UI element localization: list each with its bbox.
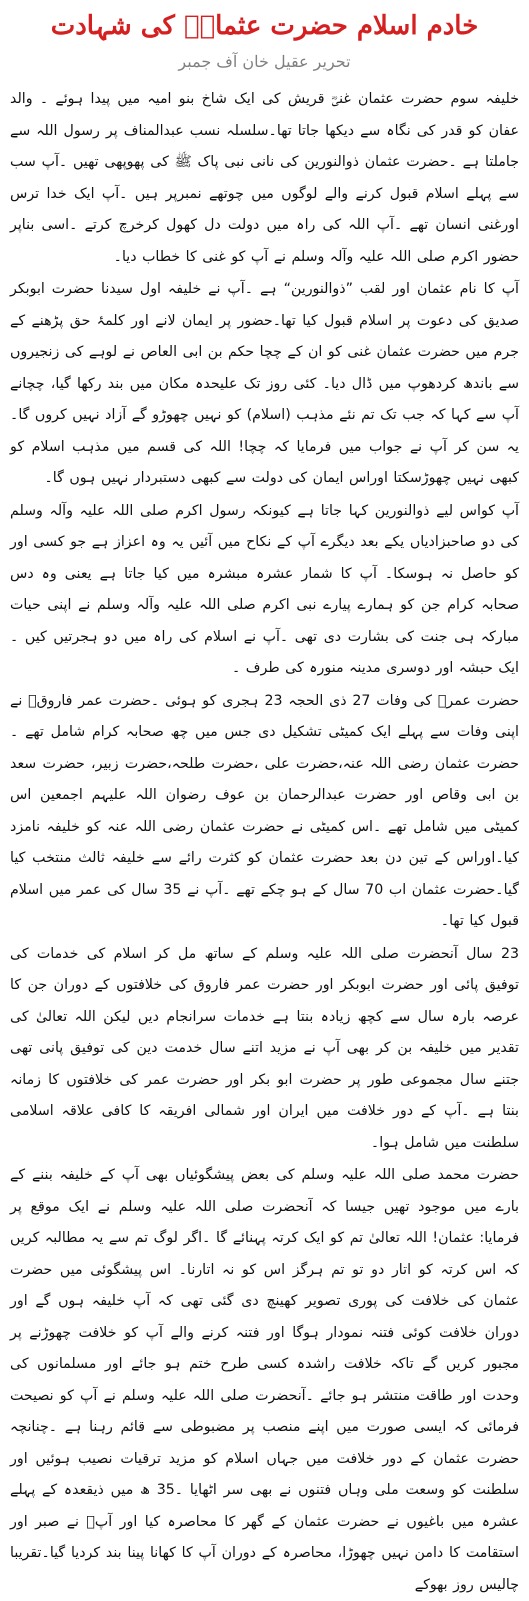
paragraph-1: خلیفہ سوم حضرت عثمان غنیؓ قریش کی ایک شاخ بنو امیہ میں پیدا ہوئے ۔ والد عفان کو قدر کی نگاہ سے دیکھا جاتا تھا۔سلسلہ نسب عبدالمناف پر رسول اللہ سے جاملتا ہے ۔حضرت عثمان ذوالنورین کی نانی نبی پاک ﷺ کی پھوپھی تھیں ۔آپ سب سے پہلے اسلام قبول کرنے والے لوگوں میں چوتھے نمبرپر ہیں ۔آپ ایک خدا ترس اورغنی انسان تھے ۔آپ اللہ کی راہ میں دولت دل کھول کرخرچ کرتے ۔اسی بناپر حضور اکرم صلی اللہ علیہ وآلہ وسلم نے آپ کو غنی کا خطاب دیا۔ (10, 91, 519, 265)
paragraph-3: آپ کواس لیے ذوالنورین کہا جاتا ہے کیونکہ رسول اکرم صلی اللہ علیہ وآلہ وسلم کی دو صاحبزادیاں یکے بعد دیگرے آپ کے نکاح میں آئیں یہ وہ اعزاز ہے جو کسی اور کو حاصل نہ ہوسکا۔ آپ کا شمار عشرہ مبشرہ میں کیا جاتا ہے یعنی وہ دس صحابہ کرام جن کو ہمارے پیارے نبی اکرم صلی اللہ علیہ وآلہ وسلم نے اپنی حیات مبارکہ ہی جنت کی بشارت دی تھی ۔آپ نے اسلام کی راہ میں دو ہجرتیں کیں ۔ایک حبشہ اور دوسری مدینہ منورہ کی طرف ۔ (10, 502, 519, 676)
article-byline: تحریر عقیل خان آف جمبر (178, 52, 351, 71)
paragraph-5: 23 سال آنحضرت صلی اللہ علیہ وسلم کے ساتھ مل کر اسلام کی خدمات کی توفیق پائی اور حضرت ابوبکر اور حضرت عمر فاروق کی خلافتوں کے دوران جن کا عرصہ بارہ سال سے کچھ زیادہ بنتا ہے خدمات سرانجام دیں لیکن اللہ تعالیٰ کی تقدیر میں خلیفہ بن کر بھی آپ نے مزید اتنے سال خدمت دین کی توفیق پانی تھی جتنے سال مجموعی طور پر حضرت ابو بکر اور حضرت عمر کی خلافتوں کا زمانہ بنتا ہے ۔آپ کے دور خلافت میں ایران اور شمالی افریقہ کا کافی علاقہ اسلامی سلطنت میں شامل ہوا۔ (10, 945, 519, 1151)
paragraph-4: حضرت عمرؓ کی وفات 27 ذی الحجہ 23 ہجری کو ہوئی ۔حضرت عمر فاروقؓ نے اپنی وفات سے پہلے ایک کمیٹی تشکیل دی جس میں چھ صحابہ کرام شامل تھے ۔حضرت عثمان رضی اللہ عنہ،حضرت علی ،حضرت طلحہ،حضرت زبیر، حضرت سعد بن ابی وقاص اور حضرت عبدالرحمان بن عوف رضوان اللہ علیہم اجمعین اس کمیٹی میں شامل تھے ۔اس کمیٹی نے حضرت عثمان رضی اللہ عنہ کو خلیفہ نامزد کیا۔اوراس کے تین دن بعد حضرت عثمان کو کثرت رائے سے خلیفہ ثالث منتخب کیا گیا۔حضرت عثمان اب 70 سال کے ہو چکے تھے ۔آپ نے 35 سال کی عمر میں اسلام قبول کیا تھا۔ (10, 692, 519, 929)
paragraph-2: آپ کا نام عثمان اور لقب ”ذوالنورین“ ہے ۔آپ نے خلیفہ اول سیدنا حضرت ابوبکر صدیق کی دعوت پر اسلام قبول کیا تھا۔حضور پر ایمان لانے اور کلمۂ حق پڑھنے کے جرم میں حضرت عثمان غنی کو ان کے چچا حکم بن ابی العاص نے لوہے کی زنجیروں سے باندھ کردھوپ میں ڈال دیا۔ کئی روز تک علیحدہ مکان میں بند رکھا گیا، چچانے آپ سے کہا کہ جب تک تم نئے مذہب (اسلام) کو نہیں چھوڑو گے آزاد نہیں کروں گا۔یہ سن کر آپ نے جواب میں فرمایا کہ چچا! اللہ کی قسم میں مذہب اسلام کو کبھی نہیں چھوڑسکتا اوراس ایمان کی دولت سے کبھی دستبردار نہیں ہوں گا۔ (9, 281, 519, 486)
paragraph-6: حضرت محمد صلی اللہ علیہ وسلم کی بعض پیشگوئیاں بھی آپ کے خلیفہ بننے کے بارے میں موجود تھیں جیسا کہ آنحضرت صلی اللہ علیہ وسلم نے ایک موقع پر فرمایا: عثمان! اللہ تعالیٰ تم کو ایک کرتہ پہنائے گا ۔اگر لوگ تم سے یہ مطالبہ کریں کہ اس کرتہ کو اتار دو تو تم ہرگز اس کو نہ اتارنا۔ اس پیشگوئی میں حضرت عثمان کی خلافت کی پوری تصویر کھینچ دی گئی تھی کہ آپ خلیفہ ہوں گے اور دوران خلافت کوئی فتنہ نمودار ہوگا اور فتنہ کرنے والے آپ کو خلافت چھوڑنے پر مجبور کریں گے تاکہ خلافت راشدہ کسی طرح ختم ہو جائے اور مسلمانوں کی وحدت اور طاقت منتشر ہو جائے ۔آنحضرت صلی اللہ علیہ وسلم نے آپ کو نصیحت فرمائی کہ ایسی صورت میں اپنے منصب پر مضبوطی سے قائم رہنا ہے ۔چنانچہ حضرت عثمان کے دور خلافت میں جہاں اسلام کو مزید ترقیات نصیب ہوئیں اور سلطنت کو وسعت ملی وہاں فتنوں نے بھی سر اٹھایا ۔35 ھ میں ذیقعدہ کے پہلے عشرہ میں باغیوں نے حضرت عثمان کے گھر کا محاصرہ کیا اور آپؓ نے صبر اور استقامت کا دامن نہیں چھوڑا، محاصرہ کے دوران آپ کا کھانا پینا بند کردیا گیا۔تقریبا چالیس روز بھوکے (10, 1167, 519, 1593)
article-title: خادم اسلام حضرت عثمانؓ کی شہادت (50, 11, 479, 41)
